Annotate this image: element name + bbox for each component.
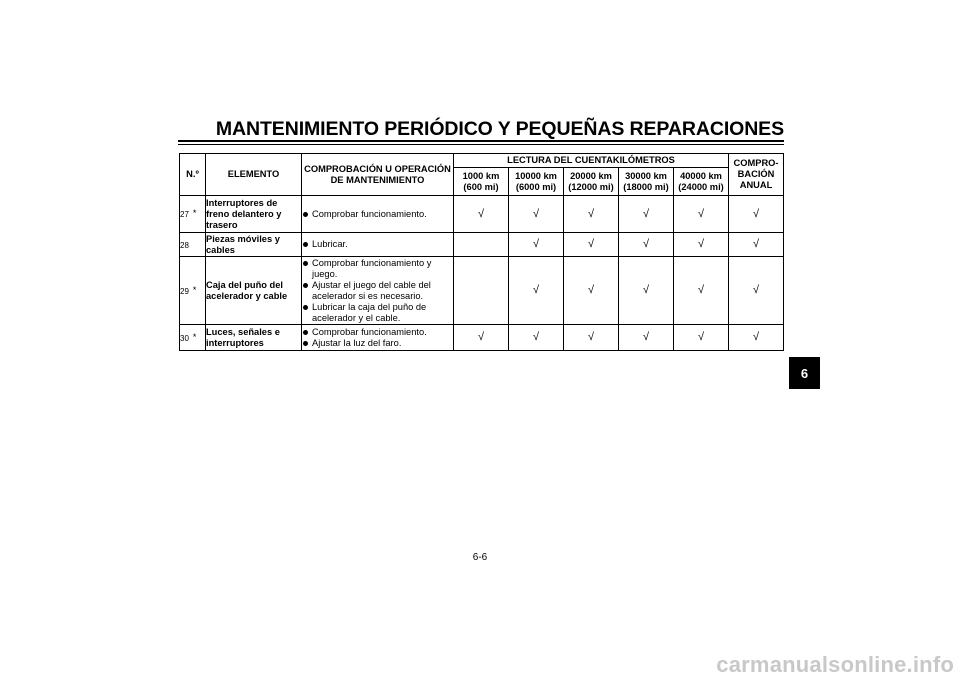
interval-km: 40000 km [680, 170, 722, 181]
item-line: Interruptores de [206, 197, 278, 208]
row-operation [302, 196, 454, 233]
row-operation [302, 257, 454, 325]
operation-bullet: Comprobar funcionamiento. [302, 209, 453, 220]
row-number-value: 29 [180, 286, 189, 296]
interval-mi: (18000 mi) [623, 181, 669, 192]
row-number-value: 30 [180, 333, 189, 343]
annual-check-cell: √ [729, 257, 784, 325]
check-cell: √ [619, 196, 674, 233]
check-cell: √ [674, 325, 729, 351]
check-cell: √ [564, 325, 619, 351]
table-row [180, 325, 784, 351]
row-number-value: 27 [180, 210, 189, 219]
interval-header [509, 168, 564, 196]
check-cell: √ [509, 196, 564, 233]
row-item [206, 257, 302, 325]
row-star: * [192, 208, 197, 218]
check-cell: √ [509, 257, 564, 325]
interval-mi: (24000 mi) [678, 181, 724, 192]
operation-bullet: Lubricar la caja del puño de acelerador y el cable. [302, 302, 453, 324]
interval-km: 1000 km [462, 170, 500, 181]
item-line: acelerador y cable [206, 290, 288, 301]
item-line: Luces, señales e [206, 326, 280, 337]
chapter-tab: 6 [789, 357, 820, 389]
check-cell: √ [674, 233, 729, 257]
check-cell: √ [564, 233, 619, 257]
title-rule-thin [178, 144, 784, 145]
check-cell: √ [509, 325, 564, 351]
header-annual [729, 154, 784, 196]
page-title: MANTENIMIENTO PERIÓDICO Y PEQUEÑAS REPARACIONES [215, 118, 784, 140]
interval-mi: (6000 mi) [515, 181, 557, 192]
maintenance-table [179, 153, 784, 351]
row-star: * [192, 331, 197, 342]
row-number [180, 233, 206, 257]
item-line: Piezas móviles y [206, 233, 280, 244]
annual-check-cell: √ [729, 233, 784, 257]
check-cell: √ [674, 196, 729, 233]
item-line: cables [206, 244, 235, 255]
table-row [180, 257, 784, 325]
row-number-value: 28 [180, 240, 189, 250]
interval-header [454, 168, 509, 196]
title-rule-thick [178, 140, 784, 142]
header-annual-line2: BACIÓN [737, 169, 775, 179]
operation-bullet: Comprobar funcionamiento y juego. [302, 258, 453, 280]
interval-header [619, 168, 674, 196]
header-odometer: LECTURA DEL CUENTAKILÓMETROS [454, 154, 729, 168]
header-no: N.º [180, 154, 206, 196]
annual-check-cell: √ [729, 325, 784, 351]
operation-bullet: Ajustar el juego del cable del acelerador si es necesario. [302, 280, 453, 302]
header-annual-line3: ANUAL [739, 180, 773, 190]
check-cell [454, 233, 509, 257]
check-cell [454, 257, 509, 325]
interval-mi: (600 mi) [463, 181, 499, 192]
row-number [180, 196, 206, 233]
operation-bullet: Lubricar. [302, 239, 453, 250]
interval-km: 30000 km [625, 170, 667, 181]
item-line: Caja del puño del [206, 279, 283, 290]
table-row [180, 233, 784, 257]
row-item [206, 233, 302, 257]
header-item: ELEMENTO [206, 154, 302, 196]
check-cell: √ [509, 233, 564, 257]
check-cell: √ [619, 325, 674, 351]
interval-mi: (12000 mi) [568, 181, 614, 192]
operation-bullet: Ajustar la luz del faro. [302, 338, 453, 349]
interval-header [674, 168, 729, 196]
interval-header [564, 168, 619, 196]
header-annual-line1: COMPRO- [733, 158, 779, 168]
check-cell: √ [564, 196, 619, 233]
row-star: * [192, 284, 197, 295]
row-item [206, 196, 302, 233]
table-row [180, 196, 784, 233]
check-cell: √ [674, 257, 729, 325]
row-number [180, 325, 206, 351]
header-operation [302, 154, 454, 196]
header-operation-line2: DE MANTENIMIENTO [330, 174, 425, 185]
watermark: carmanualsonline.info [716, 652, 954, 677]
check-cell: √ [454, 325, 509, 351]
item-line: interruptores [206, 337, 264, 348]
row-number [180, 257, 206, 325]
page-number: 6-6 [472, 552, 488, 563]
operation-bullet: Comprobar funcionamiento. [302, 327, 453, 338]
interval-km: 10000 km [515, 170, 557, 181]
row-item [206, 325, 302, 351]
item-line: trasero [206, 219, 238, 230]
interval-km: 20000 km [570, 170, 612, 181]
header-operation-line1: COMPROBACIÓN U OPERACIÓN [304, 163, 451, 174]
check-cell: √ [619, 233, 674, 257]
check-cell: √ [619, 257, 674, 325]
row-operation [302, 325, 454, 351]
row-operation [302, 233, 454, 257]
item-line: freno delantero y [206, 208, 282, 219]
annual-check-cell: √ [729, 196, 784, 233]
check-cell: √ [454, 196, 509, 233]
check-cell: √ [564, 257, 619, 325]
